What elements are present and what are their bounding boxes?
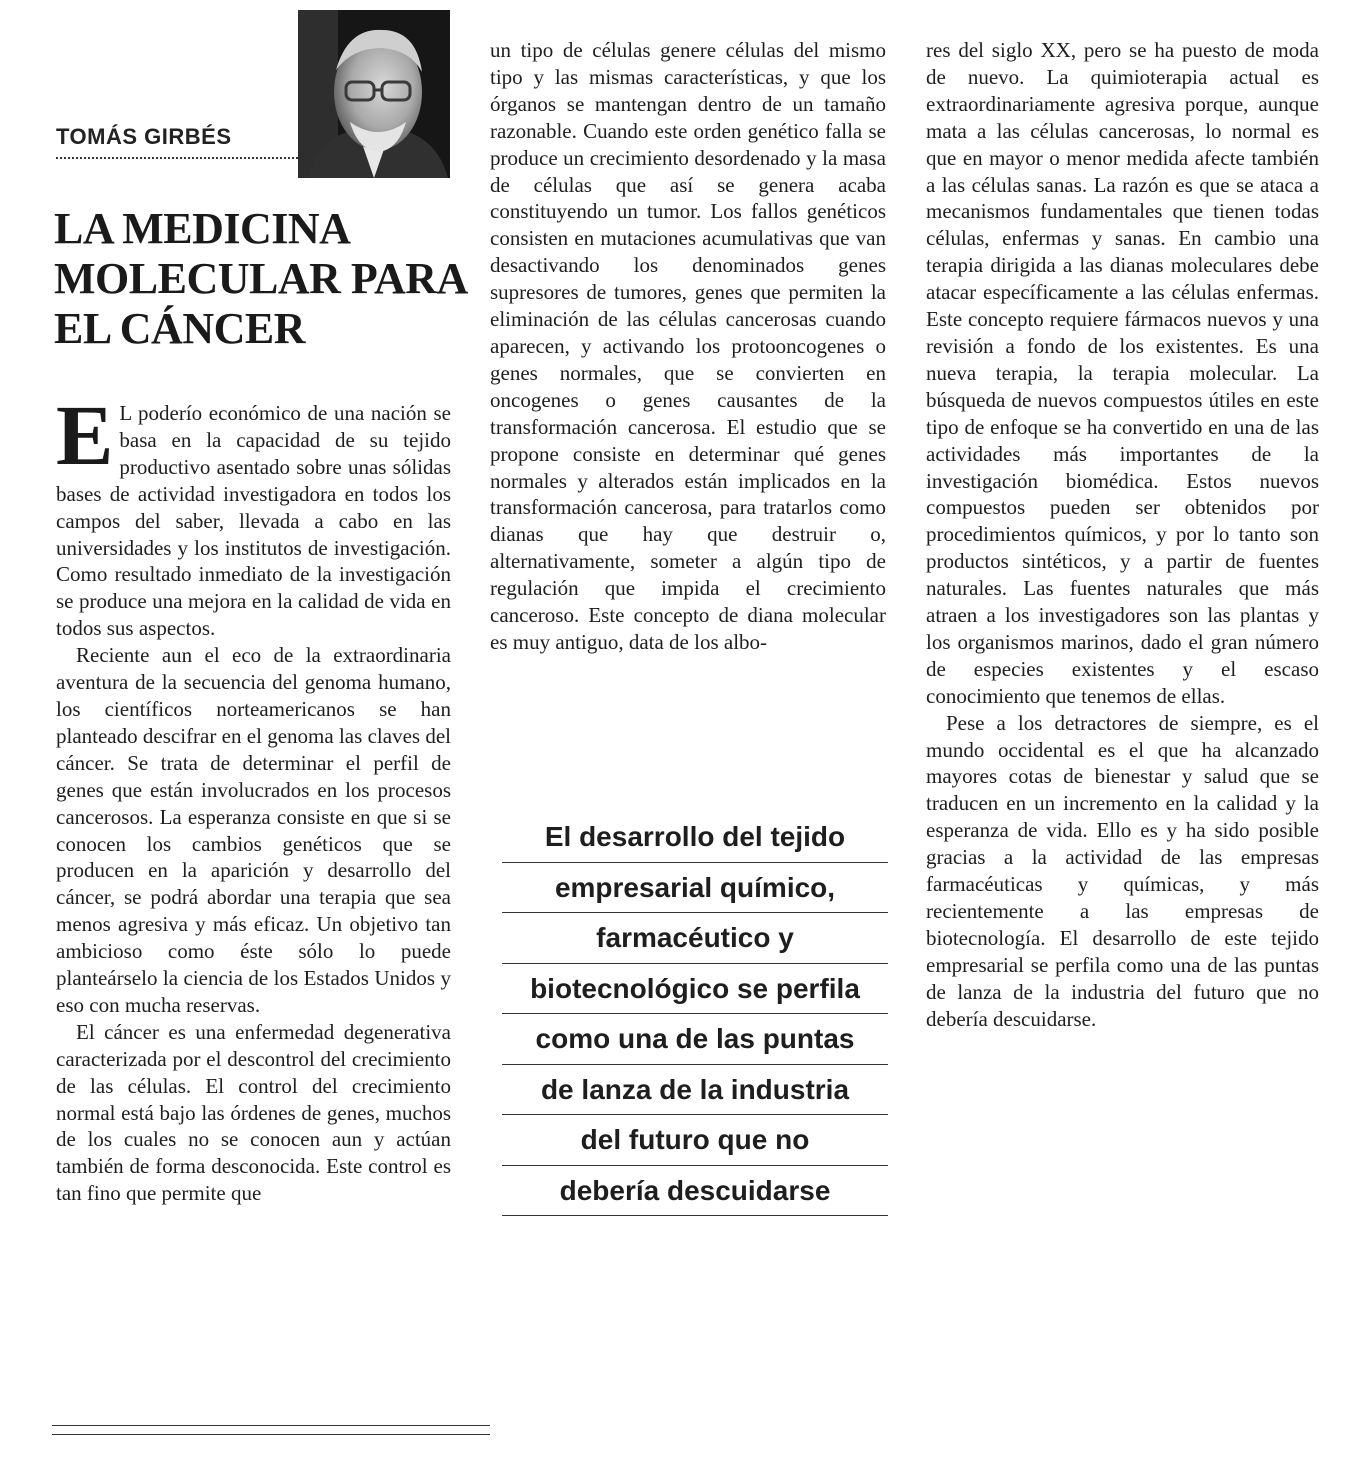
- paragraph: [56, 387, 451, 642]
- pull-quote-line: El desarrollo del tejido: [502, 812, 888, 863]
- pull-quote-line: biotecnológico se perfila: [502, 964, 888, 1015]
- article-column-3: [926, 37, 1319, 1033]
- pull-quote-line: debería descuidarse: [502, 1166, 888, 1217]
- paragraph: res del siglo XX, pero se ha puesto de moda de nuevo. La quimioterapia actual es extraordinariamente agresiva porque, aunque mata a las células cancerosas, lo normal es que en mayor o menor medida afecte también a las células sanas. La razón es que se ataca a mecanismos fundamentales que tienen todas células, enfermas y sanas. En cambio una terapia dirigida a las dianas moleculares debe atacar específicamente a las células enfermas. Este concepto requiere fármacos nuevos y una revisión a fondo de los existentes. Es una nueva terapia, la terapia molecular. La búsqueda de nuevos compuestos útiles en este tipo de enfoque se ha convertido en una de las actividades más importantes de la investigación biomédica. Estos nuevos compuestos pueden ser obtenidos por procedimientos químicos, y por lo tanto son productos sintéticos, y a partir de fuentes naturales. Las fuentes naturales que más atraen a los investigadores son las plantas y los organismos marinos, dado el gran número de especies existentes y el escaso conocimiento que tenemos de ellas.: [926, 38, 1319, 708]
- article-column-1: [56, 387, 451, 1207]
- column-end-double-rule: [52, 1425, 490, 1435]
- drop-cap: E: [56, 387, 114, 483]
- article-headline: LA MEDICINA MOLECULAR PARA EL CÁNCER: [54, 204, 466, 353]
- pull-quote-line: farmacéutico y: [502, 913, 888, 964]
- pull-quote: [502, 812, 888, 1216]
- byline-dotted-rule: [56, 157, 298, 159]
- pull-quote-line: de lanza de la industria: [502, 1065, 888, 1116]
- paragraph: Pese a los detractores de siempre, es el mundo occidental es el que ha alcanzado mayores cotas de bienestar y salud que se traducen en un incremento en la calidad y la esperanza de vida. Ello es y ha sido posible gracias a la actividad de las empresas farmacéuticas y químicas, y más recientemente a las empresas de biotecnología. El desarrollo de este tejido empresarial se perfila como una de las puntas de lanza de la industria del futuro que no debería descuidarse.: [926, 710, 1319, 1031]
- pull-quote-line: del futuro que no: [502, 1115, 888, 1166]
- paragraph-text: L poderío económico de una nación se basa en la capacidad de su tejido productivo asentado sobre unas sólidas bases de actividad investigadora en todos los campos del saber, llevada a cabo en las universidades y los institutos de investigación. Como resultado inmediato de la investigación se produce una mejora en la calidad de vida en todos sus aspectos.: [56, 401, 451, 641]
- author-portrait-image: [298, 10, 450, 178]
- paragraph: El cáncer es una enfermedad degenerativa caracterizada por el descontrol del crecimiento de las células. El control del crecimiento normal está bajo las órdenes de genes, muchos de los cuales no se conocen aun y actúan también de forma desconocida. Este control es tan fino que permite que: [56, 1019, 451, 1206]
- author-byline: TOMÁS GIRBÉS: [56, 124, 232, 149]
- author-photo: [298, 10, 450, 178]
- pull-quote-line: empresarial químico,: [502, 863, 888, 914]
- article-column-2: [490, 37, 886, 656]
- paragraph: Reciente aun el eco de la extraordinaria aventura de la secuencia del genoma humano, los científicos norteamericanos se han planteado descifrar en el genoma las claves del cáncer. Se trata de determinar el perfil de genes que están involucrados en los procesos cancerosos. La esperanza consiste en que si se conocen los cambios genéticos que se producen en la aparición y desarrollo del cáncer, se podrá abordar una terapia que sea menos agresiva y más eficaz. Un objetivo tan ambicioso como éste sólo lo puede planteárselo la ciencia de los Estados Unidos y eso con mucha reservas.: [56, 643, 451, 1017]
- pull-quote-line: como una de las puntas: [502, 1014, 888, 1065]
- paragraph: un tipo de células genere células del mismo tipo y las mismas características, y que los órganos se mantengan dentro de un tamaño razonable. Cuando este orden genético falla se produce un crecimiento desordenado y la masa de células que así se genera acaba constituyendo un tumor. Los fallos genéticos consisten en mutaciones acumulativas que van desactivando los denominados genes supresores de tumores, genes que permiten la eliminación de las células cancerosas cuando aparecen, y activando los protooncogenes o genes normales, que se convierten en oncogenes o genes causantes de la transformación cancerosa. El estudio que se propone consiste en determinar qué genes normales y alterados están implicados en la transformación cancerosa, para tratarlos como dianas que hay que destruir o, alternativamente, someter a algún tipo de regulación que impida el crecimiento canceroso. Este concepto de diana molecular es muy antiguo, data de los albo-: [490, 38, 886, 654]
